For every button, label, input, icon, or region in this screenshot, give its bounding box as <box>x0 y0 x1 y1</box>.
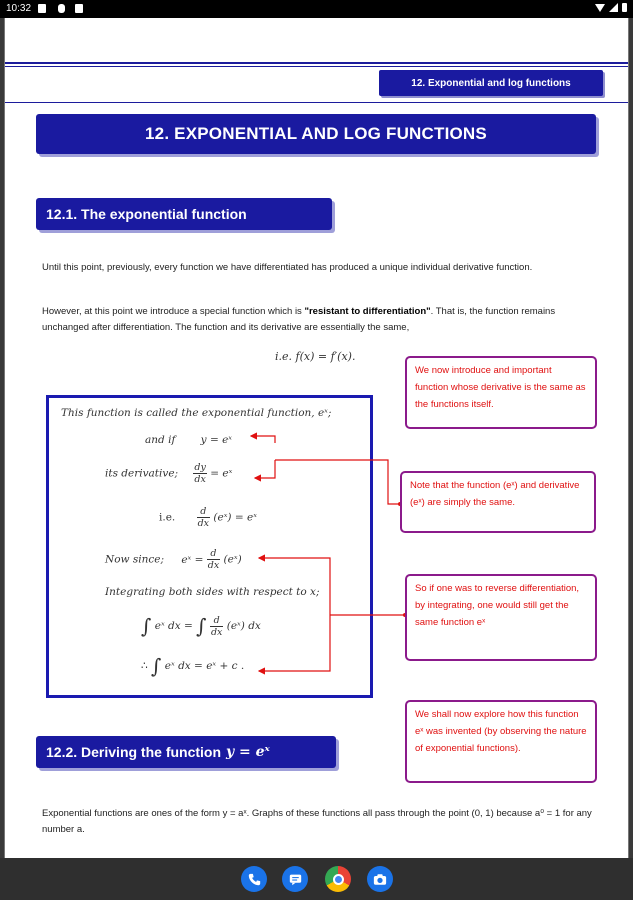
header-rule-thin <box>5 66 629 67</box>
math-line <box>141 654 244 678</box>
chrome-icon[interactable] <box>325 866 351 892</box>
fraction <box>197 506 210 529</box>
math-line: Integrating both sides with respect to x; <box>105 586 320 598</box>
wifi-icon <box>595 4 605 12</box>
fraction <box>193 462 206 485</box>
phone-icon[interactable] <box>241 866 267 892</box>
camera-icon[interactable] <box>367 866 393 892</box>
math-expr: (eˣ) dx <box>226 620 261 632</box>
note-box: We shall now explore how this function eˣ was invented (by observing the nature of exponential functions). <box>405 700 597 783</box>
math-line: This function is called the exponential function, eˣ; <box>61 407 332 419</box>
section-title-math: y = eˣ <box>226 744 270 760</box>
signal-icon <box>609 3 618 12</box>
header-rule-bottom <box>5 102 629 103</box>
note-box: Note that the function (eˣ) and derivative (eˣ) are simply the same. <box>400 471 596 533</box>
sd-card-icon <box>75 4 83 13</box>
navigation-bar <box>0 858 633 900</box>
paragraph-text: However, at this point we introduce a special function which is <box>42 306 305 317</box>
status-right-icons <box>595 3 627 12</box>
status-time: 10:32 <box>6 3 32 14</box>
document-page[interactable] <box>4 18 629 858</box>
chapter-title: 12. EXPONENTIAL AND LOG FUNCTIONS <box>36 114 596 154</box>
math-expr: y = eˣ <box>200 434 233 446</box>
exponential-math-box <box>46 395 373 698</box>
integral-sign: ∫ <box>141 614 152 638</box>
math-line <box>159 506 257 529</box>
fraction-numerator: d <box>197 506 210 518</box>
section-title-12-2 <box>36 736 336 768</box>
fraction <box>210 615 223 638</box>
section-title-12-1: 12.1. The exponential function <box>36 198 332 230</box>
status-bar <box>0 0 633 18</box>
header-rule <box>5 62 629 64</box>
fraction-denominator: dx <box>210 626 223 638</box>
math-line <box>105 462 232 485</box>
math-expr: eˣ dx = <box>154 620 193 632</box>
integral-sign: ∫ <box>196 614 207 638</box>
math-line <box>105 548 242 571</box>
math-expr: eˣ dx = eˣ + c . <box>164 660 245 672</box>
integral-sign: ∫ <box>151 654 162 678</box>
math-expr: eˣ = <box>181 553 204 566</box>
math-text: its derivative; <box>105 467 179 480</box>
chrome-icon-core <box>333 874 344 885</box>
fraction-denominator: dx <box>197 518 210 529</box>
paragraph-text: . That is, the function remains unchanged after differentiation. The function and its derivative are essentially the same, <box>42 306 556 333</box>
fraction-numerator: dy <box>194 462 206 473</box>
math-text: Now since; <box>105 553 164 566</box>
note-box: We now introduce and important function whose derivative is the same as the functions itself. <box>405 356 597 429</box>
paragraph-emphasis: "resistant to differentiation" <box>304 306 431 317</box>
notification-icon <box>38 4 46 13</box>
therefore-symbol: ∴ <box>141 660 148 672</box>
paragraph <box>42 304 597 336</box>
section-title-text: 12.2. Deriving the function <box>46 744 222 760</box>
paragraph: Until this point, previously, every function we have differentiated has produced a unique individual derivative function. <box>42 262 533 273</box>
fraction-denominator: dx <box>207 560 220 571</box>
equation: i.e. f(x) = f′(x). <box>275 350 356 363</box>
paragraph: Exponential functions are ones of the form y = aˣ. Graphs of these functions all pass through the point (0, 1) because a⁰ = 1 for any number a. <box>42 808 592 835</box>
math-text: and if <box>145 434 176 446</box>
fraction-denominator: dx <box>194 474 206 485</box>
math-text: i.e. <box>159 511 176 524</box>
fraction-numerator: d <box>210 615 223 627</box>
battery-icon <box>622 3 627 12</box>
messages-icon[interactable] <box>282 866 308 892</box>
math-line <box>145 434 232 446</box>
fraction-numerator: d <box>207 548 220 560</box>
fraction <box>207 548 220 571</box>
shield-icon <box>58 4 65 13</box>
math-expr: = eˣ <box>210 467 233 480</box>
math-line <box>141 614 261 638</box>
running-header: 12. Exponential and log functions <box>379 70 603 96</box>
note-box: So if one was to reverse differentiation, by integrating, one would still get the same function eˣ <box>405 574 597 661</box>
math-expr: (eˣ) = eˣ <box>213 511 257 524</box>
math-expr: (eˣ) <box>223 553 242 566</box>
